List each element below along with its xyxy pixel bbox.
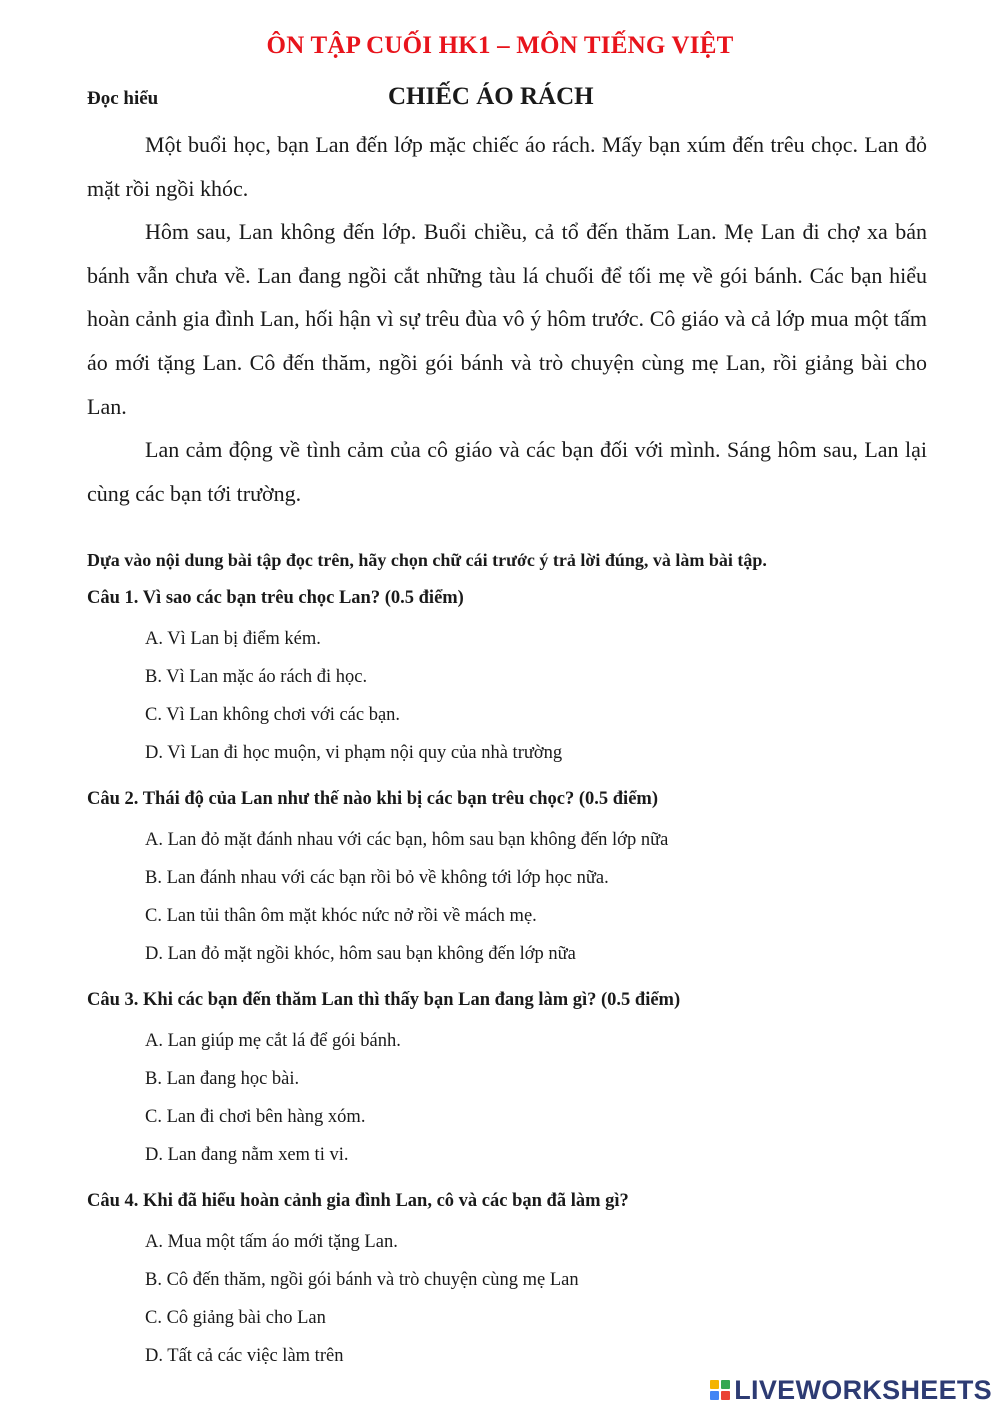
- question-text: Câu 3. Khi các bạn đến thăm Lan thì thấy bạn Lan đang làm gì? (0.5 điểm): [87, 990, 681, 1010]
- option-text: Lan giúp mẹ cắt lá để gói bánh.: [163, 1031, 401, 1051]
- option-letter: B.: [145, 1069, 162, 1089]
- answer-option[interactable]: [145, 1103, 967, 1141]
- story-paragraph: Một buổi học, bạn Lan đến lớp mặc chiếc áo rách. Mấy bạn xúm đến trêu chọc. Lan đỏ mặt rồi ngồi khóc.: [87, 132, 927, 201]
- answer-option[interactable]: [145, 864, 967, 902]
- question-text: Câu 4. Khi đã hiểu hoàn cảnh gia đình Lan, cô và các bạn đã làm gì?: [87, 1191, 629, 1211]
- option-text: Mua một tấm áo mới tặng Lan.: [163, 1232, 398, 1252]
- question-1: [87, 588, 967, 777]
- question-text: Câu 2. Thái độ của Lan như thế nào khi bị các bạn trêu chọc? (0.5 điểm): [87, 789, 658, 809]
- question-3: [87, 990, 967, 1179]
- option-text: Vì Lan mặc áo rách đi học.: [161, 667, 368, 687]
- story-text: [87, 123, 927, 515]
- option-text: Lan đỏ mặt đánh nhau với các bạn, hôm sau bạn không đến lớp nữa: [163, 830, 669, 850]
- section-label: Đọc hiểu: [87, 88, 159, 109]
- logo-square: [721, 1380, 730, 1389]
- story-paragraph: Hôm sau, Lan không đến lớp. Buổi chiều, cả tổ đến thăm Lan. Mẹ Lan đi chợ xa bán bánh vẫn chưa về. Lan đang ngồi cắt những tàu lá chuối để tối mẹ về gói bánh. Các bạn hiểu hoàn cảnh gia đình Lan, hối hận vì sự trêu đùa vô ý hôm trước. Cô giáo và cả lớp mua một tấm áo mới tặng Lan. Cô đến thăm, ngồi gói bánh và trò chuyện cùng mẹ Lan, rồi giảng bài cho Lan.: [87, 219, 927, 419]
- instruction-text: Dựa vào nội dung bài tập đọc trên, hãy chọn chữ cái trước ý trả lời đúng, và làm bài tập.: [87, 550, 767, 570]
- option-letter: C.: [145, 1308, 162, 1328]
- option-letter: B.: [145, 868, 162, 888]
- option-text: Vì Lan đi học muộn, vi phạm nội quy của nhà trường: [163, 743, 563, 763]
- story-paragraph: Lan cảm động về tình cảm của cô giáo và các bạn đối với mình. Sáng hôm sau, Lan lại cùng các bạn tới trường.: [87, 437, 927, 506]
- question-text: Câu 1. Vì sao các bạn trêu chọc Lan? (0.5 điểm): [87, 588, 464, 608]
- option-text: Tất cả các việc làm trên: [163, 1346, 344, 1366]
- answer-option[interactable]: [145, 625, 967, 663]
- answer-option[interactable]: [145, 1065, 967, 1103]
- logo-square: [721, 1391, 730, 1400]
- option-letter: A.: [145, 629, 163, 649]
- option-text: Lan tủi thân ôm mặt khóc nức nở rồi về mách mẹ.: [161, 906, 537, 926]
- answer-option[interactable]: [145, 1228, 967, 1266]
- logo-square: [710, 1380, 719, 1389]
- answer-option[interactable]: [145, 1266, 967, 1304]
- answer-option[interactable]: [145, 1027, 967, 1065]
- option-letter: C.: [145, 1107, 162, 1127]
- question-4: [87, 1191, 967, 1380]
- liveworksheets-logo-icon: [710, 1380, 730, 1400]
- answer-option[interactable]: [145, 701, 967, 739]
- option-letter: D.: [145, 1145, 163, 1165]
- option-letter: A.: [145, 830, 163, 850]
- question-2: [87, 789, 967, 978]
- option-text: Vì Lan không chơi với các bạn.: [161, 705, 401, 725]
- option-letter: A.: [145, 1031, 163, 1051]
- story-title: CHIẾC ÁO RÁCH: [388, 83, 594, 110]
- logo-square: [710, 1391, 719, 1400]
- option-letter: B.: [145, 667, 162, 687]
- answer-option[interactable]: [145, 826, 967, 864]
- option-text: Cô đến thăm, ngồi gói bánh và trò chuyện cùng mẹ Lan: [161, 1270, 579, 1290]
- option-text: Lan đang học bài.: [161, 1069, 300, 1089]
- option-text: Lan đỏ mặt ngồi khóc, hôm sau bạn không đến lớp nữa: [163, 944, 576, 964]
- option-letter: C.: [145, 705, 162, 725]
- option-letter: D.: [145, 944, 163, 964]
- answer-option[interactable]: [145, 1304, 967, 1342]
- option-letter: C.: [145, 906, 162, 926]
- answer-option[interactable]: [145, 663, 967, 701]
- answer-option[interactable]: [145, 739, 967, 777]
- option-letter: D.: [145, 743, 163, 763]
- page-title: ÔN TẬP CUỐI HK1 – MÔN TIẾNG VIỆT: [266, 32, 734, 59]
- option-letter: D.: [145, 1346, 163, 1366]
- watermark-text: LIVEWORKSHEETS: [734, 1374, 992, 1405]
- answer-option[interactable]: [145, 940, 967, 978]
- option-text: Lan đi chơi bên hàng xóm.: [161, 1107, 366, 1127]
- option-text: Cô giảng bài cho Lan: [161, 1308, 326, 1328]
- option-letter: B.: [145, 1270, 162, 1290]
- answer-option[interactable]: [145, 902, 967, 940]
- option-text: Vì Lan bị điểm kém.: [163, 629, 321, 649]
- liveworksheets-watermark: [710, 1375, 992, 1405]
- answer-option[interactable]: [145, 1141, 967, 1179]
- option-letter: A.: [145, 1232, 163, 1252]
- option-text: Lan đánh nhau với các bạn rồi bỏ về không tới lớp học nữa.: [161, 868, 609, 888]
- option-text: Lan đang nằm xem ti vi.: [163, 1145, 349, 1165]
